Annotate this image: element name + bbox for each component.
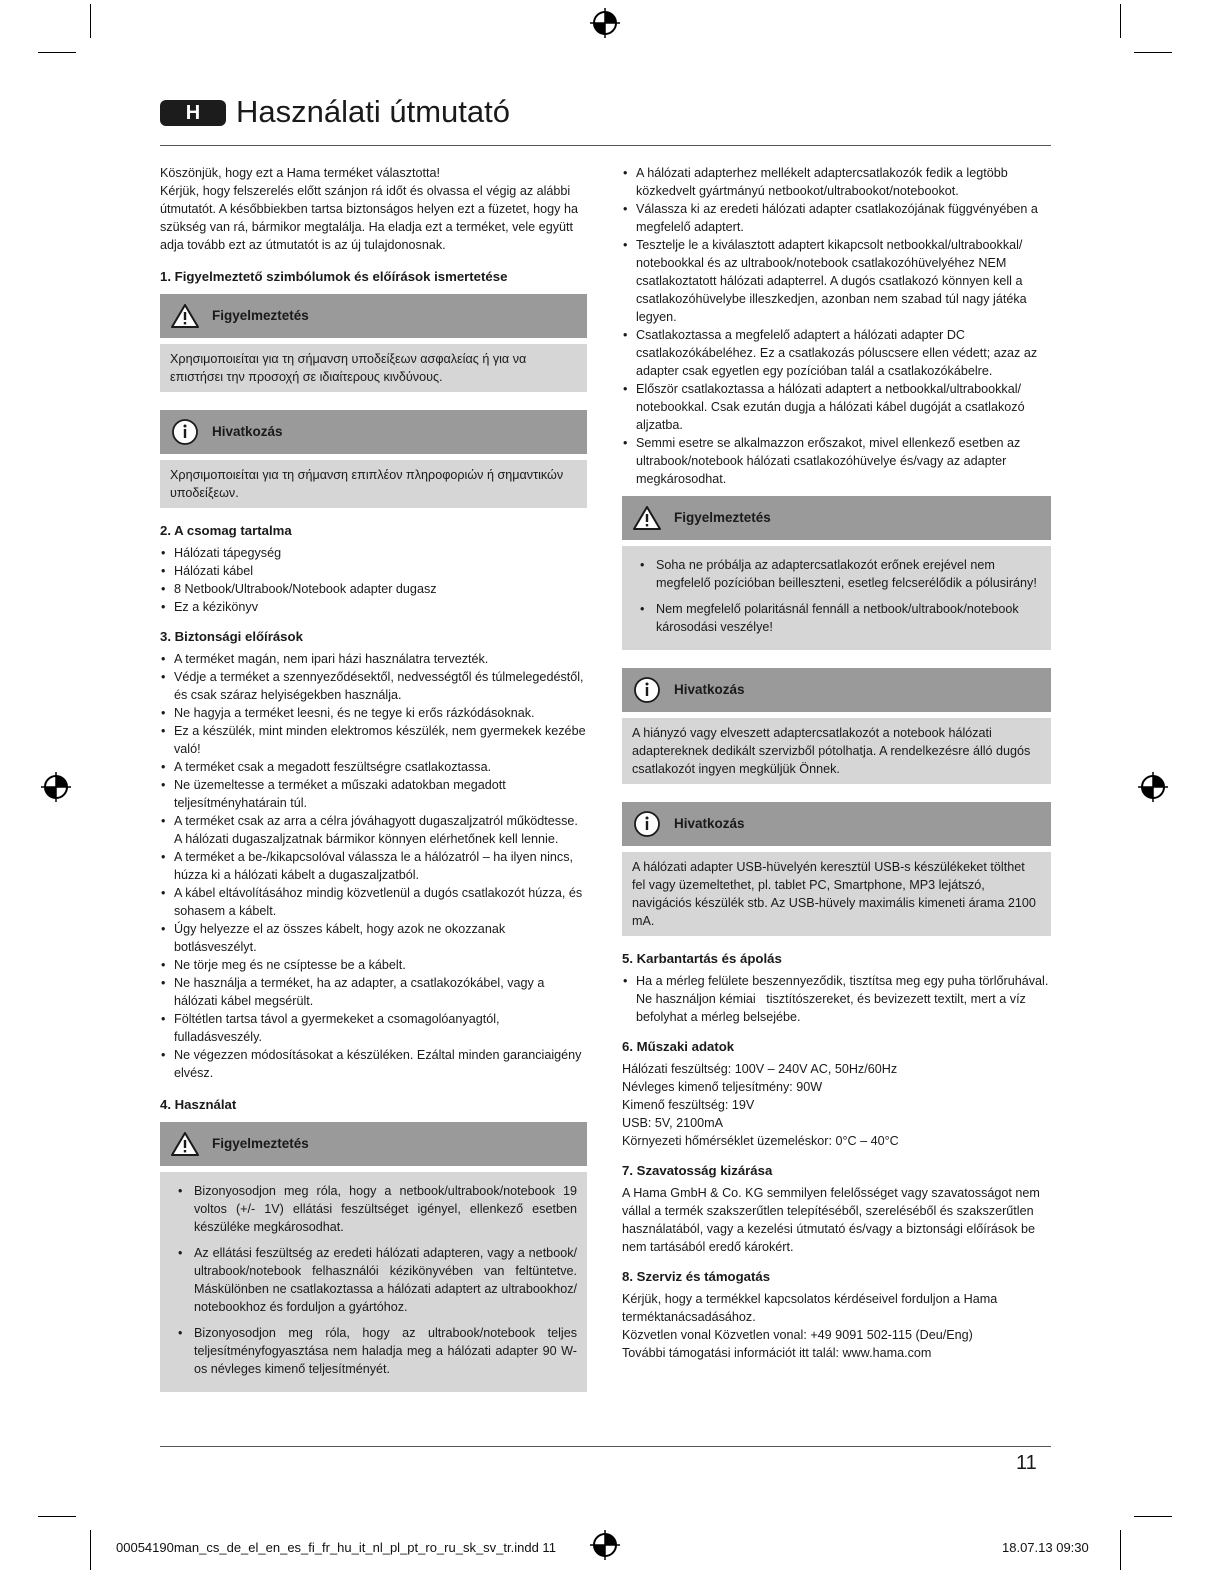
- list-item: • Semmi esetre se alkalmazzon erőszakot, mivel ellenkező esetben az ultrabook/notebook hálózati csatlakozóhüvelye és/vagy az adapter megkárosodhat.: [622, 434, 1051, 488]
- list-item: • A terméket a be-/kikapcsolóval válassza le a hálózatról – ha ilyen nincs, húzza ki a hálózati kábelt a dugaszaljzatból.: [160, 848, 587, 884]
- list-item: • Bizonyosodjon meg róla, hogy a netbook/ultrabook/notebook 19 voltos (+/- 1V) ellátási feszültséget igényel, ellenkező esetben készüléke megkárosodhat.: [170, 1182, 577, 1236]
- list-item: • Ne üzemeltesse a terméket a műszaki adatokban megadott teljesítményhatárain túl.: [160, 776, 587, 812]
- crop-mark: [90, 4, 91, 38]
- registration-mark-icon: [590, 8, 620, 38]
- note-box-text: A hiányzó vagy elveszett adaptercsatlakozót a notebook hálózati adaptereknek dedikált szervizből pótolhatja. A rendelkezésre álló dugós csatlakozót ingyen megküljük Önnek.: [622, 718, 1051, 784]
- warning-box-body: [622, 546, 1051, 650]
- list-item: • A terméket csak az arra a célra jóváhagyott dugaszaljzatról működtesse. A hálózati dugaszaljzatnak bármikor könnyen elérhetőnek kell lennie.: [160, 812, 587, 848]
- page-number: 11: [1016, 1452, 1037, 1474]
- list-item: • Ne használja a terméket, ha az adapter, a csatlakozókábel, vagy a hálózati kábel megsérült.: [160, 974, 587, 1010]
- section-8-heading: 8. Szerviz és támogatás: [622, 1269, 771, 1284]
- spec-line: Környezeti hőmérséklet üzemeléskor: 0°C – 40°C: [622, 1134, 899, 1148]
- registration-mark-icon: [590, 1530, 620, 1560]
- section-1-heading: 1. Figyelmeztető szimbólumok és előírások ismertetése: [160, 269, 508, 284]
- warning-box-title: Figyelmeztetés: [674, 510, 771, 525]
- section-3-heading: 3. Biztonsági előírások: [160, 629, 303, 644]
- note-box-header: [622, 802, 1051, 846]
- list-item: • Ha a mérleg felülete beszennyeződik, tisztítsa meg egy puha törlőruhával. Ne használjon kémiai tisztítószereket, és bevizezett textilt, mert a víz befolyhat a mérleg belsejébe.: [622, 972, 1051, 1026]
- list-item: • Hálózati tápegység: [160, 544, 587, 562]
- info-circle-icon: [170, 418, 200, 446]
- warning-box-title: Figyelmeztetés: [212, 1136, 309, 1151]
- list-item: • Úgy helyezze el az összes kábelt, hogy azok ne okozzanak botlásveszélyt.: [160, 920, 587, 956]
- warning-box-body: [160, 1172, 587, 1392]
- crop-mark: [38, 52, 76, 53]
- section-7-heading: 7. Szavatosság kizárása: [622, 1163, 773, 1178]
- crop-mark: [90, 1530, 91, 1570]
- crop-mark: [38, 1516, 76, 1517]
- spec-line: Kimenő feszültség: 19V: [622, 1098, 755, 1112]
- header-rule: [160, 145, 1051, 146]
- list-item: • Válassza ki az eredeti hálózati adapter csatlakozójának függvényében a megfelelő adaptert.: [622, 200, 1051, 236]
- section-5-heading: 5. Karbantartás és ápolás: [622, 951, 782, 966]
- list-item: • Védje a terméket a szennyeződésektől, nedvességtől és túlmelegedéstől, és csak száraz helyiségekben használja.: [160, 668, 587, 704]
- warning-box: [160, 1122, 587, 1392]
- note-box-title: Hivatkozás: [212, 424, 283, 439]
- warning-triangle-icon: [170, 1130, 200, 1158]
- section-4-heading: 4. Használat: [160, 1097, 237, 1112]
- print-slug-file: 00054190man_cs_de_el_en_es_fi_fr_hu_it_nl_pl_pt_ro_ru_sk_sv_tr.indd 11: [116, 1540, 556, 1555]
- info-circle-icon: [632, 676, 662, 704]
- list-item: • Soha ne próbálja az adaptercsatlakozót erőnek erejével nem megfelelő pozícióban beilleszteni, esetleg felcserélődik a pólusirány!: [632, 556, 1041, 592]
- section-2-heading: 2. A csomag tartalma: [160, 523, 292, 538]
- crop-mark: [1134, 52, 1172, 53]
- note-box: [160, 410, 587, 508]
- list-item: • Ne végezzen módosításokat a készüléken. Ezáltal minden garanciaigény elvész.: [160, 1046, 587, 1082]
- footer-rule: [160, 1446, 1051, 1447]
- support-line: További támogatási információt itt talál: www.hama.com: [622, 1346, 932, 1360]
- warning-box-header: [622, 496, 1051, 540]
- list-item: • A hálózati adapterhez mellékelt adaptercsatlakozók fedik a legtöbb közkedvelt gyártmányú netbookot/ultrabookot/notebookot.: [622, 164, 1051, 200]
- spec-line: Névleges kimenő teljesítmény: 90W: [622, 1080, 823, 1094]
- note-box-title: Hivatkozás: [674, 682, 745, 697]
- note-box-header: [622, 668, 1051, 712]
- warning-box: [622, 496, 1051, 650]
- intro-text: Köszönjük, hogy ezt a Hama terméket választotta! Kérjük, hogy felszerelés előtt szánjon rá időt és olvassa el végig az alábbi útmutatót. A későbbiekben tartsa biztonságos helyen ezt a füzetet, hogy ha szükség van rá, bármikor megtalálja. Ha eladja ezt a terméket, vele együtt adja tovább ezt az útmutatót is az új tulajdonosnak.: [160, 166, 578, 252]
- list-item: • A kábel eltávolításához mindig közvetlenül a dugós csatlakozót húzza, és sohasem a kábelt.: [160, 884, 587, 920]
- warning-triangle-icon: [632, 504, 662, 532]
- list-item: • Először csatlakoztassa a hálózati adaptert a netbookkal/ultrabookkal/ notebookkal. Csak ezután dugja a hálózati kábel dugóját a csatlakozó aljzatba.: [622, 380, 1051, 434]
- warning-box-header: [160, 294, 587, 338]
- left-column: [160, 164, 587, 1400]
- note-box: [622, 668, 1051, 784]
- language-badge: H: [160, 100, 226, 126]
- list-item: • 8 Netbook/Ultrabook/Notebook adapter dugasz: [160, 580, 587, 598]
- note-box-text: Χρησιμοποιείται για τη σήμανση επιπλέον πληροφοριών ή σημαντικών υποδείξεων.: [160, 460, 587, 508]
- list-item: • Ez a készülék, mint minden elektromos készülék, nem gyermekek kezébe való!: [160, 722, 587, 758]
- spec-line: USB: 5V, 2100mA: [622, 1116, 724, 1130]
- list-item: • Tesztelje le a kiválasztott adaptert kikapcsolt netbookkal/ultrabookkal/ notebookkal és az ultrabook/notebook csatlakozóhüvelyéhez NEM csatlakoztatott hálózati adapterrel. A dugós csatlakozó könnyen kell a csatlakozóhüvelybe illeszkedjen, azonban nem szabad túl nagy játéka legyen.: [622, 236, 1051, 326]
- registration-mark-icon: [41, 772, 71, 802]
- warning-box: [160, 294, 587, 392]
- list-item: • Ne törje meg és ne csíptesse be a kábelt.: [160, 956, 587, 974]
- maintenance-list: [622, 972, 1051, 1026]
- warranty-text: A Hama GmbH & Co. KG semmilyen felelősséget vagy szavatosságot nem vállal a termék szakszerűtlen telepítéséből, szereléséből és szakszerűtlen használatából, vagy a kezelési útmutató és/vagy a biztonsági előírások be nem tartásából eredő károkért.: [622, 1186, 1040, 1254]
- registration-mark-icon: [1138, 772, 1168, 802]
- list-item: • Nem megfelelő polaritásnál fennáll a netbook/ultrabook/notebook károsodási veszélye!: [632, 600, 1041, 636]
- usage-list: [622, 164, 1051, 488]
- spec-line: Hálózati feszültség: 100V – 240V AC, 50Hz/60Hz: [622, 1062, 898, 1076]
- note-box: [622, 802, 1051, 936]
- support-line: Kérjük, hogy a termékkel kapcsolatos kérdéseivel forduljon a Hama terméktanácsadásához.: [622, 1292, 998, 1324]
- warning-triangle-icon: [170, 302, 200, 330]
- list-item: • Az ellátási feszültség az eredeti hálózati adapteren, vagy a netbook/ ultrabook/notebook felhasználói kézikönyvében van feltüntetve. Máskülönben ne csatlakoztassa a hálózati adaptert az ultrabookhoz/ notebookhoz és forduljon a gyártóhoz.: [170, 1244, 577, 1316]
- info-circle-icon: [632, 810, 662, 838]
- crop-mark: [1120, 4, 1121, 38]
- note-box-title: Hivatkozás: [674, 816, 745, 831]
- right-column: [622, 164, 1051, 1362]
- note-box-header: [160, 410, 587, 454]
- warning-box-text: Χρησιμοποιείται για τη σήμανση υποδείξεων ασφαλείας ή για να επιστήσει την προσοχή σε ιδιαίτερους κινδύνους.: [160, 344, 587, 392]
- support-line: Közvetlen vonal Közvetlen vonal: +49 9091 502-115 (Deu/Eng): [622, 1328, 973, 1342]
- crop-mark: [1120, 1530, 1121, 1570]
- section-6-heading: 6. Műszaki adatok: [622, 1039, 735, 1054]
- crop-mark: [1134, 1516, 1172, 1517]
- list-item: • Csatlakoztassa a megfelelő adaptert a hálózati adapter DC csatlakozókábeléhez. Ez a csatlakozás póluscsere ellen védett; azaz az adapter csak egyetlen egy pozícióban talál a csatlakozókábelre.: [622, 326, 1051, 380]
- warning-box-header: [160, 1122, 587, 1166]
- page-title: Használati útmutató: [236, 94, 510, 129]
- package-contents-list: [160, 544, 587, 616]
- list-item: • Hálózati kábel: [160, 562, 587, 580]
- note-box-text: A hálózati adapter USB-hüvelyén keresztül USB-s készülékeket tölthet fel vagy üzemeltethet, pl. tablet PC, Smartphone, MP3 lejátszó, navigációs készülék stb. Az USB-hüvely maximális kimeneti árama 2100 mA.: [622, 852, 1051, 936]
- print-slug-date: 18.07.13 09:30: [1002, 1540, 1089, 1555]
- list-item: • Föltétlen tartsa távol a gyermekeket a csomagolóanyagtól, fulladásveszély.: [160, 1010, 587, 1046]
- list-item: • A terméket csak a megadott feszültségre csatlakoztassa.: [160, 758, 587, 776]
- list-item: • Bizonyosodjon meg róla, hogy az ultrabook/notebook teljes teljesítményfogyasztása nem haladja meg a hálózati adapter 90 W-os névleges kimenő teljesítményét.: [170, 1324, 577, 1378]
- warning-box-title: Figyelmeztetés: [212, 308, 309, 323]
- list-item: • A terméket magán, nem ipari házi használatra tervezték.: [160, 650, 587, 668]
- list-item: • Ne hagyja a terméket leesni, és ne tegye ki erős rázkódásoknak.: [160, 704, 587, 722]
- list-item: • Ez a kézikönyv: [160, 598, 587, 616]
- safety-list: [160, 650, 587, 1082]
